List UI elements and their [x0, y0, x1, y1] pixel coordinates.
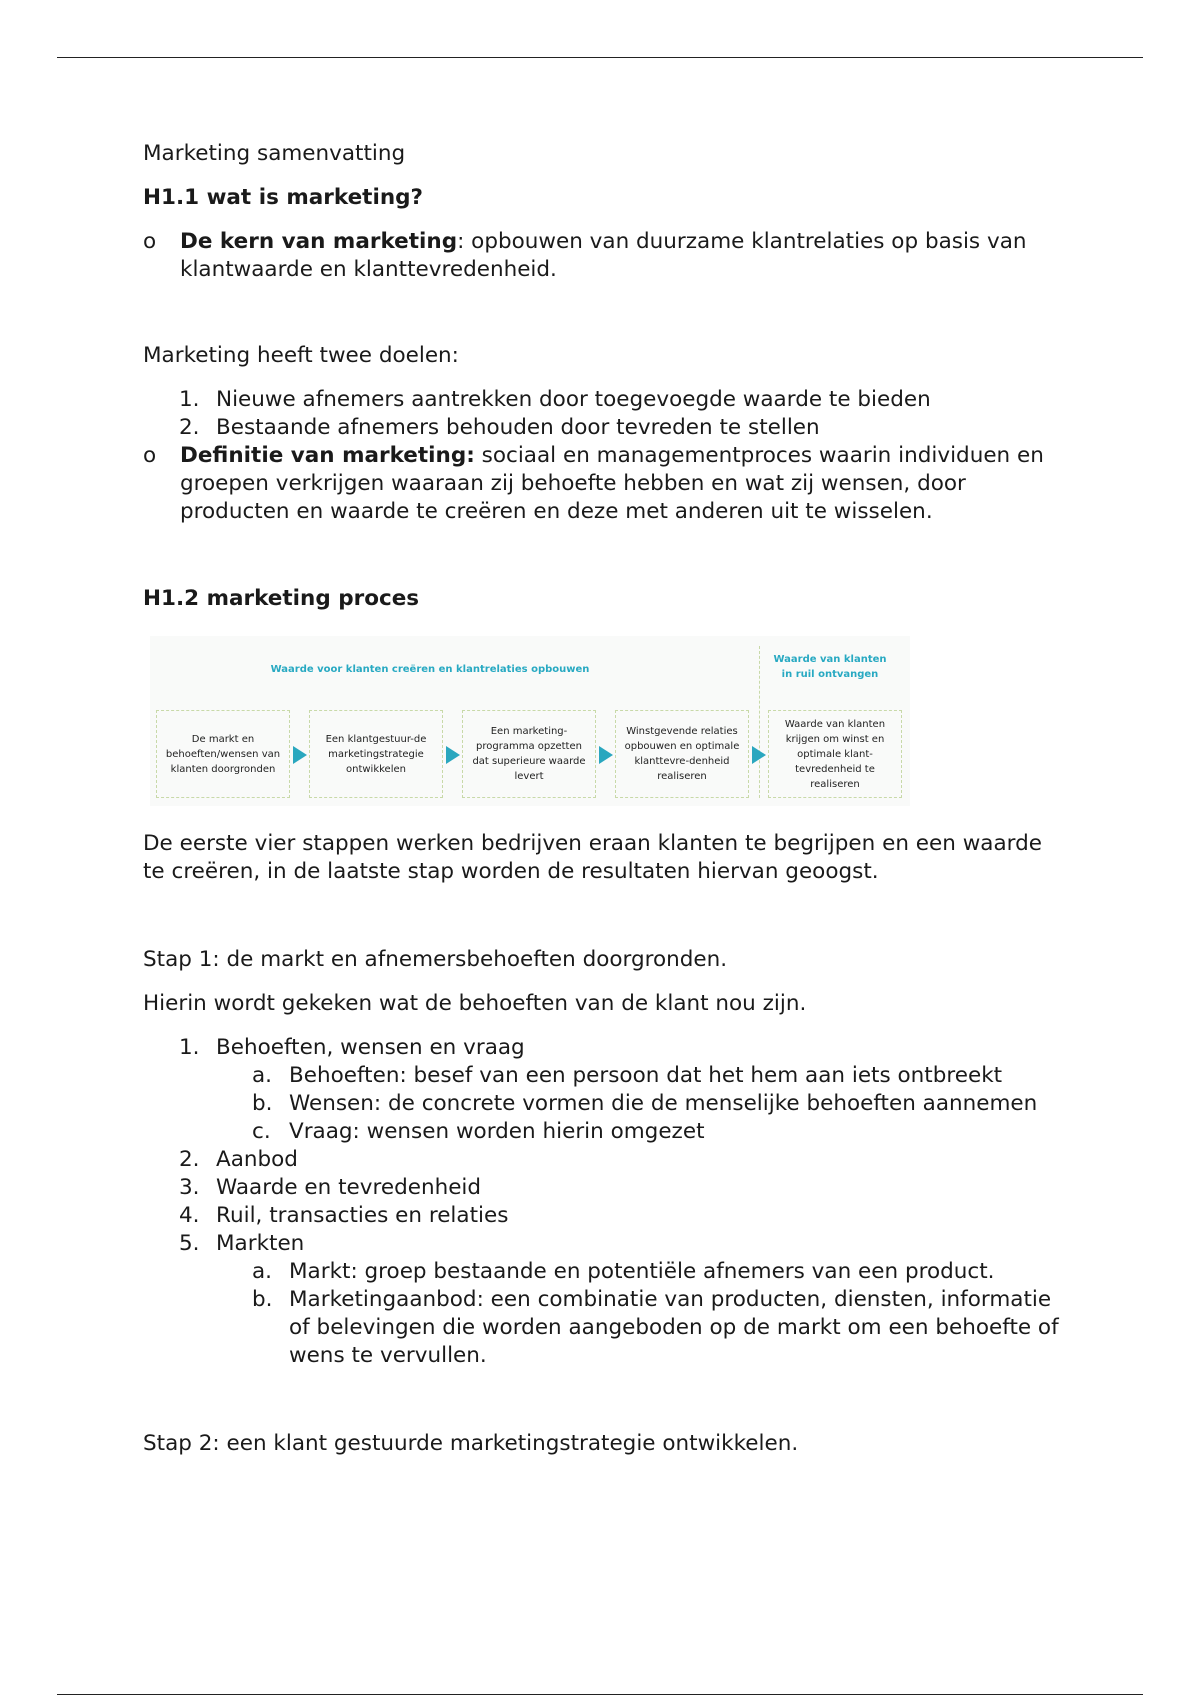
list-number: 2.: [179, 415, 200, 440]
list-letter: a.: [252, 1063, 273, 1088]
definitie-text: sociaal en managementproces waarin individuen en groepen verkrijgen waaraan zij behoefte hebben en wat zij wensen, door producten en waarde te creëren en deze met anderen uit te wisselen.: [180, 443, 1044, 524]
list-item: [143, 414, 1063, 442]
arrow-right-icon: [599, 746, 613, 764]
list-letter: b.: [252, 1287, 273, 1312]
heading-h1-1: H1.1 wat is marketing?: [143, 185, 423, 210]
list-item: [143, 1034, 1063, 1062]
list-number: 1.: [179, 1035, 200, 1060]
list-text: Ruil, transacties en relaties: [216, 1203, 509, 1228]
diagram-step-3: Een marketing-programma opzetten dat superieure waarde levert: [462, 710, 596, 798]
list-item: [143, 1146, 1063, 1174]
arrow-right-icon: [752, 746, 766, 764]
list-number: 2.: [179, 1147, 200, 1172]
list-item: [143, 1230, 1063, 1258]
list-text: Marketingaanbod: een combinatie van producten, diensten, informatie of belevingen die worden aangeboden op de markt om een behoefte of wens te vervullen.: [289, 1287, 1059, 1368]
diagram-step-4: Winstgevende relaties opbouwen en optimale klanttevre-denheid realiseren: [615, 710, 749, 798]
stap-1-text: Hierin wordt gekeken wat de behoeften van de klant nou zijn.: [143, 991, 807, 1016]
diagram-caption: De eerste vier stappen werken bedrijven eraan klanten te begrijpen en een waarde te creëren, in de laatste stap worden de resultaten hiervan geoogst.: [143, 831, 1042, 884]
list-number: 4.: [179, 1203, 200, 1228]
list-text: Wensen: de concrete vormen die de menselijke behoeften aannemen: [289, 1091, 1038, 1116]
diagram-step-1: De markt en behoeften/wensen van klanten doorgronden: [156, 710, 290, 798]
sub-list-item: [143, 1286, 1063, 1370]
heading-h1-2: H1.2 marketing proces: [143, 586, 420, 611]
sub-list-item: [143, 1090, 1063, 1118]
list-number: 5.: [179, 1231, 200, 1256]
bullet-marker: o: [143, 443, 157, 468]
marketing-process-diagram: [150, 636, 910, 806]
diagram-header-left: Waarde voor klanten creëren en klantrelaties opbouwen: [270, 664, 590, 675]
stap-1-heading: Stap 1: de markt en afnemersbehoeften doorgronden.: [143, 947, 728, 972]
bullet-kern: [143, 228, 1063, 284]
list-text: Behoeften, wensen en vraag: [216, 1035, 525, 1060]
list-letter: b.: [252, 1091, 273, 1116]
document-body: [143, 140, 1063, 613]
document-title: Marketing samenvatting: [143, 141, 406, 166]
kern-text: : opbouwen van duurzame klantrelaties op basis van klantwaarde en klanttevredenheid.: [180, 229, 1027, 282]
list-text: Aanbod: [216, 1147, 298, 1172]
definitie-label: Definitie van marketing:: [180, 443, 475, 468]
arrow-right-icon: [293, 746, 307, 764]
diagram-step-5: Waarde van klanten krijgen om winst en optimale klant-tevredenheid te realiseren: [768, 710, 902, 798]
diagram-step-2: Een klantgestuur-de marketingstrategie ontwikkelen: [309, 710, 443, 798]
list-item: [143, 1174, 1063, 1202]
diagram-separator: [759, 646, 760, 798]
header-rule: [57, 57, 1143, 58]
list-text: Bestaande afnemers behouden door tevreden te stellen: [216, 415, 820, 440]
sub-list-item: [143, 1118, 1063, 1146]
list-text: Waarde en tevredenheid: [216, 1175, 482, 1200]
stap-2-heading: Stap 2: een klant gestuurde marketingstrategie ontwikkelen.: [143, 1431, 799, 1456]
doelen-intro: Marketing heeft twee doelen:: [143, 343, 459, 368]
list-text: Behoeften: besef van een persoon dat het hem aan iets ontbreekt: [289, 1063, 1003, 1088]
arrow-right-icon: [446, 746, 460, 764]
diagram-header-right: Waarde van klanten in ruil ontvangen: [773, 654, 887, 680]
list-text: Markten: [216, 1231, 305, 1256]
bullet-definitie: [143, 442, 1063, 526]
list-letter: c.: [252, 1119, 271, 1144]
list-number: 3.: [179, 1175, 200, 1200]
list-text: Markt: groep bestaande en potentiële afnemers van een product.: [289, 1259, 995, 1284]
list-item: [143, 1202, 1063, 1230]
footer-rule: [57, 1694, 1143, 1695]
list-letter: a.: [252, 1259, 273, 1284]
bullet-marker: o: [143, 229, 157, 254]
sub-list-item: [143, 1062, 1063, 1090]
list-text: Vraag: wensen worden hierin omgezet: [289, 1119, 705, 1144]
list-item: [143, 386, 1063, 414]
document-body-continued: [143, 830, 1063, 1458]
kern-label: De kern van marketing: [180, 229, 458, 254]
list-number: 1.: [179, 387, 200, 412]
list-text: Nieuwe afnemers aantrekken door toegevoegde waarde te bieden: [216, 387, 931, 412]
sub-list-item: [143, 1258, 1063, 1286]
